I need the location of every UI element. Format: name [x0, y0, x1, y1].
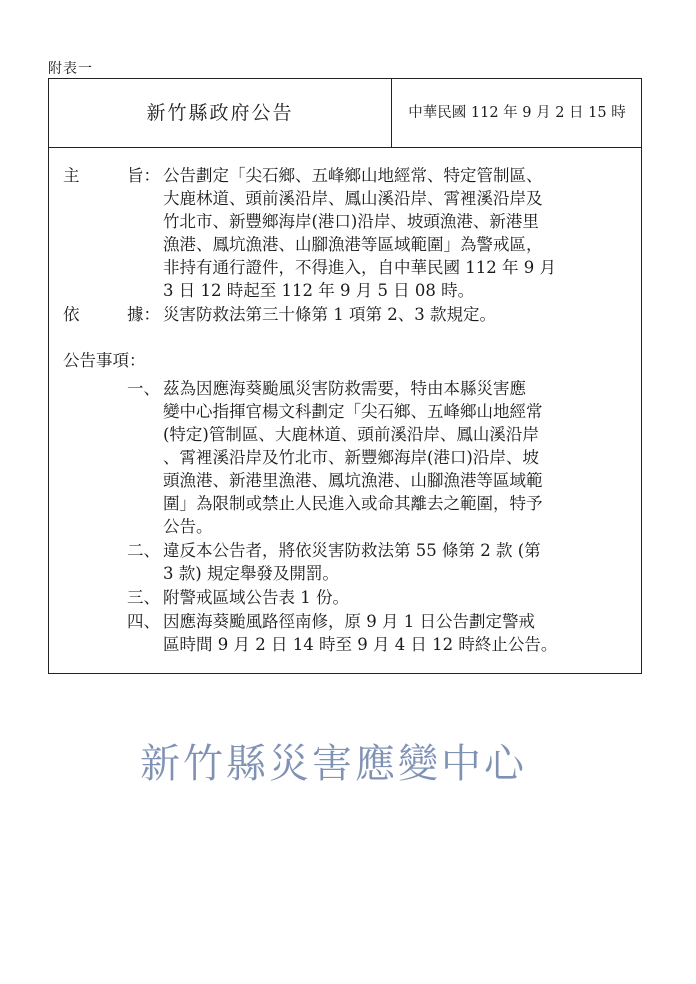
subject-line: 3 日 12 時起至 112 年 9 月 5 日 08 時。 — [163, 281, 475, 300]
notice-line: 附警戒區域公告表 1 份。 — [163, 588, 349, 607]
notice-line: 區時間 9 月 2 日 14 時至 9 月 4 日 12 時終止公告。 — [163, 635, 558, 654]
notice-line: 公告。 — [163, 517, 213, 536]
announcement-title: 新竹縣政府公告 — [146, 102, 294, 124]
subject-line: 非持有通行證件，不得進入，自中華民國 112 年 9 月 — [163, 258, 556, 277]
basis-text: 災害防救法第三十條第 1 項第 2、3 款規定。 — [163, 305, 496, 324]
notice-number: 二、 — [127, 541, 160, 560]
notice-number: 一、 — [127, 379, 160, 398]
announcement-date: 中華民國 112 年 9 月 2 日 15 時 — [408, 105, 626, 121]
subject-label-b: 旨： — [127, 166, 160, 185]
notice-number: 四、 — [127, 612, 160, 631]
subject-line: 漁港、鳳坑漁港、山腳漁港等區域範圍」為警戒區， — [163, 235, 543, 254]
table-header — [49, 79, 641, 148]
notice-line: 變中心指揮官楊文科劃定「尖石鄉、五峰鄉山地經常 — [163, 402, 543, 421]
announcement-table — [48, 78, 642, 674]
notice-line: 3 款) 規定舉發及開罰。 — [163, 564, 339, 583]
subject-line: 大鹿林道、頭前溪沿岸、鳳山溪沿岸、霄裡溪沿岸及 — [163, 189, 543, 208]
agency-stamp: 新竹縣災害應變中心 — [140, 741, 527, 787]
notice-number: 三、 — [127, 588, 160, 607]
attachment-label: 附表一 — [48, 61, 93, 77]
subject-line: 公告劃定「尖石鄉、五峰鄉山地經常、特定管制區、 — [163, 166, 543, 185]
subject-line: 竹北市、新豐鄉海岸(港口)沿岸、坡頭漁港、新港里 — [163, 212, 539, 231]
notice-line: 茲為因應海葵颱風災害防救需要，特由本縣災害應 — [163, 379, 526, 398]
header-divider — [391, 79, 392, 147]
notice-line: 圍」為限制或禁止人民進入或命其離去之範圍，特予 — [163, 494, 543, 513]
notice-line: 頭漁港、新港里漁港、鳳坑漁港、山腳漁港等區域範 — [163, 471, 543, 490]
notice-line: 違反本公告者，將依災害防救法第 55 條第 2 款 (第 — [163, 541, 541, 560]
basis-label-a: 依 — [63, 305, 80, 324]
notice-line: (特定)管制區、大鹿林道、頭前溪沿岸、鳳山溪沿岸 — [163, 425, 539, 444]
notice-line: 、霄裡溪沿岸及竹北市、新豐鄉海岸(港口)沿岸、坡 — [163, 448, 539, 467]
basis-label-b: 據： — [127, 305, 160, 324]
notice-line: 因應海葵颱風路徑南修，原 9 月 1 日公告劃定警戒 — [163, 612, 535, 631]
notices-heading: 公告事項： — [63, 351, 146, 370]
subject-label-a: 主 — [63, 166, 80, 185]
